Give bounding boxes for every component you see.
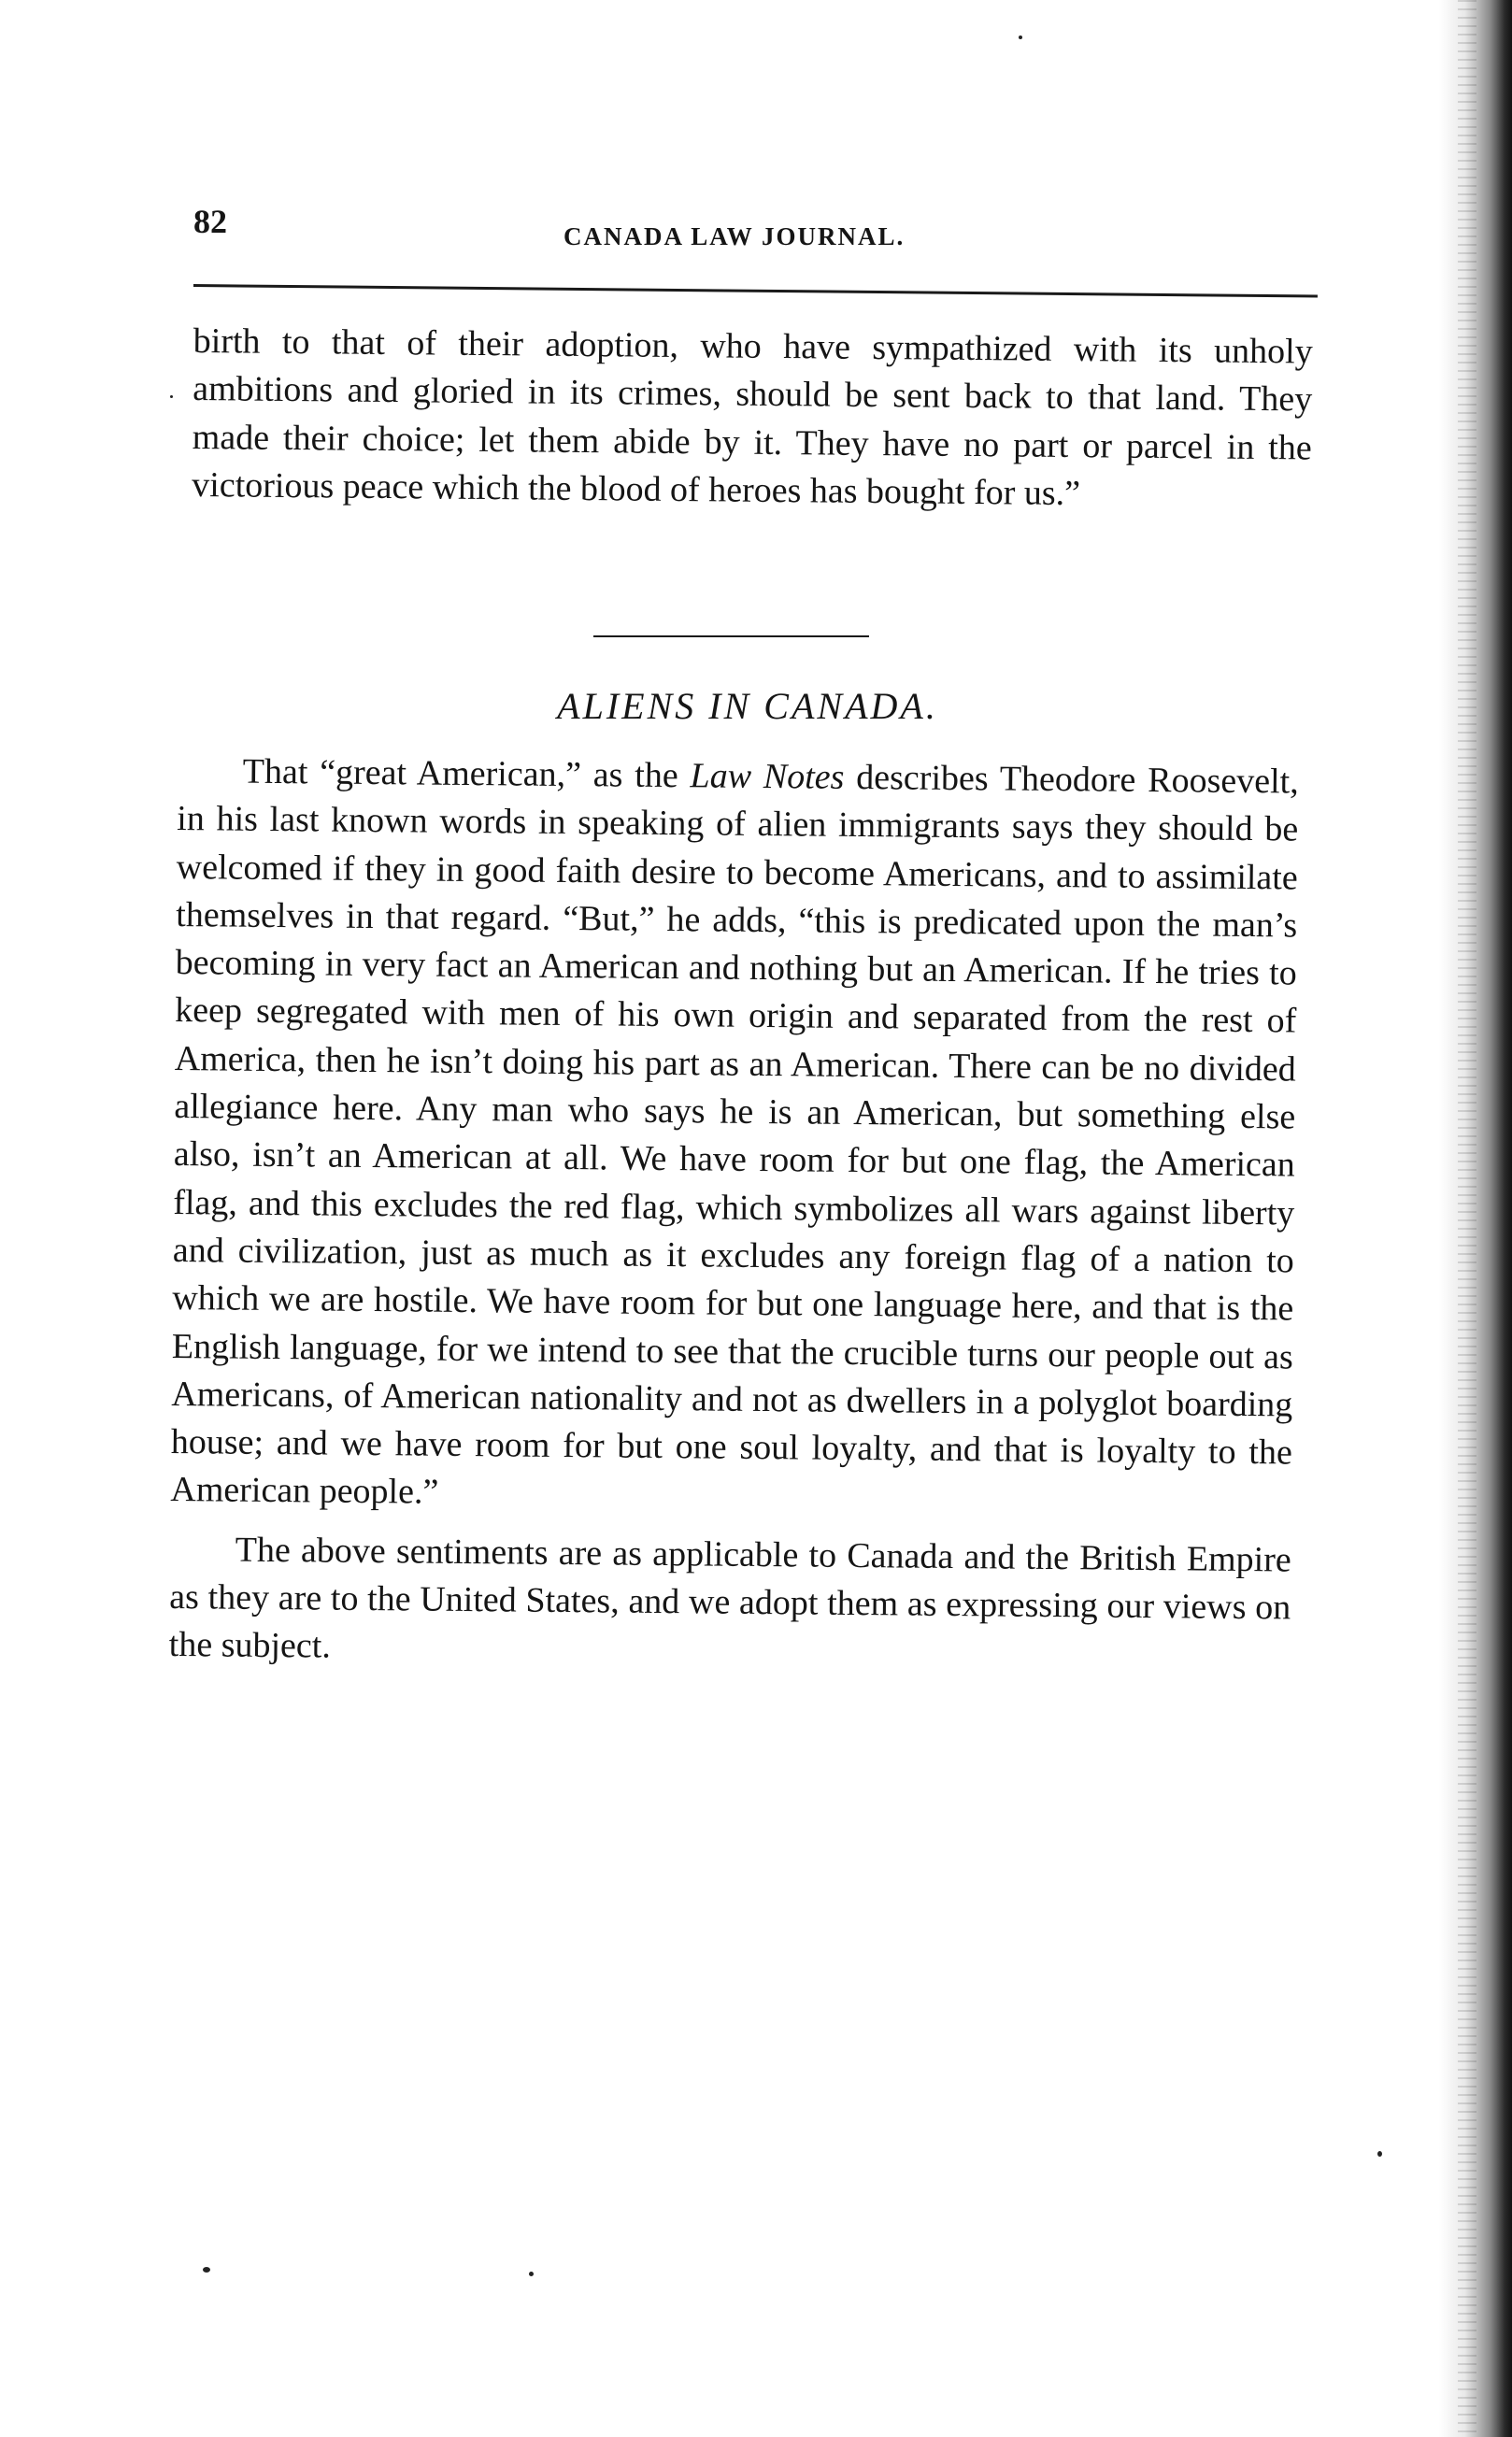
print-speck [1019,36,1022,39]
journal-title: CANADA LAW JOURNAL. [563,222,906,250]
section-divider [593,635,869,637]
print-speck [203,2267,210,2273]
print-speck [1377,2151,1382,2157]
section-heading: ALIENS IN CANADA. [557,685,938,727]
continuation-paragraph [192,318,1313,520]
print-speck [529,2272,534,2276]
publication-title: Law Notes [690,756,845,797]
print-speck [170,395,173,398]
paragraph-text-start: That “great American,” as the [242,751,691,796]
article-body [169,748,1299,1680]
page-edge-texture [1458,0,1476,2437]
running-head [193,196,1318,252]
paragraph-text-rest: describes Theodore Roosevelt, in his last known words in speaking of alien immigrants says they should be welcomed if they in good faith desire to become Americans, and to assimilate themselves in that regard. “But,” he adds, “this is predicated upon the man’s becoming in very fact an American and nothing but an American. If he tries to keep segregated with men of his own origin and separated from the rest of America, then he isn’t doing his part as an American. There can be no divided allegiance here. Any man who says he is an American, but something else also, isn’t an American at all. We have room for but one flag, the American flag, and this excludes the red flag, which symbolizes all wars against liberty and civilization, just as much as it excludes any foreign flag of a nation to which we are hostile. We have room for but one language here, and that is the English language, for we intend to see that the crucible turns our people out as Americans, of American nationality and not as dwellers in a polyglot boarding house; and we have room for but one soul loyalty, and that is loyalty to the American people.” [170,757,1299,1513]
paragraph-editorial: The above sentiments are as applicable to Canada and the British Empire as they are to the United States, and we adopt them as expressing our views on the subject. [168,1530,1291,1666]
page-number: 82 [193,203,227,240]
paragraph-roosevelt-quote [170,748,1299,1525]
header-rule [193,284,1318,298]
continuation-text: birth to that of their adoption, who have sympathized with its unholy ambitions and gloried in its crimes, should be sent back to that land. They made their choice; let them abide by it. They have no part or parcel in the victorious peace which the blood of heroes has bought for us.” [192,321,1313,514]
